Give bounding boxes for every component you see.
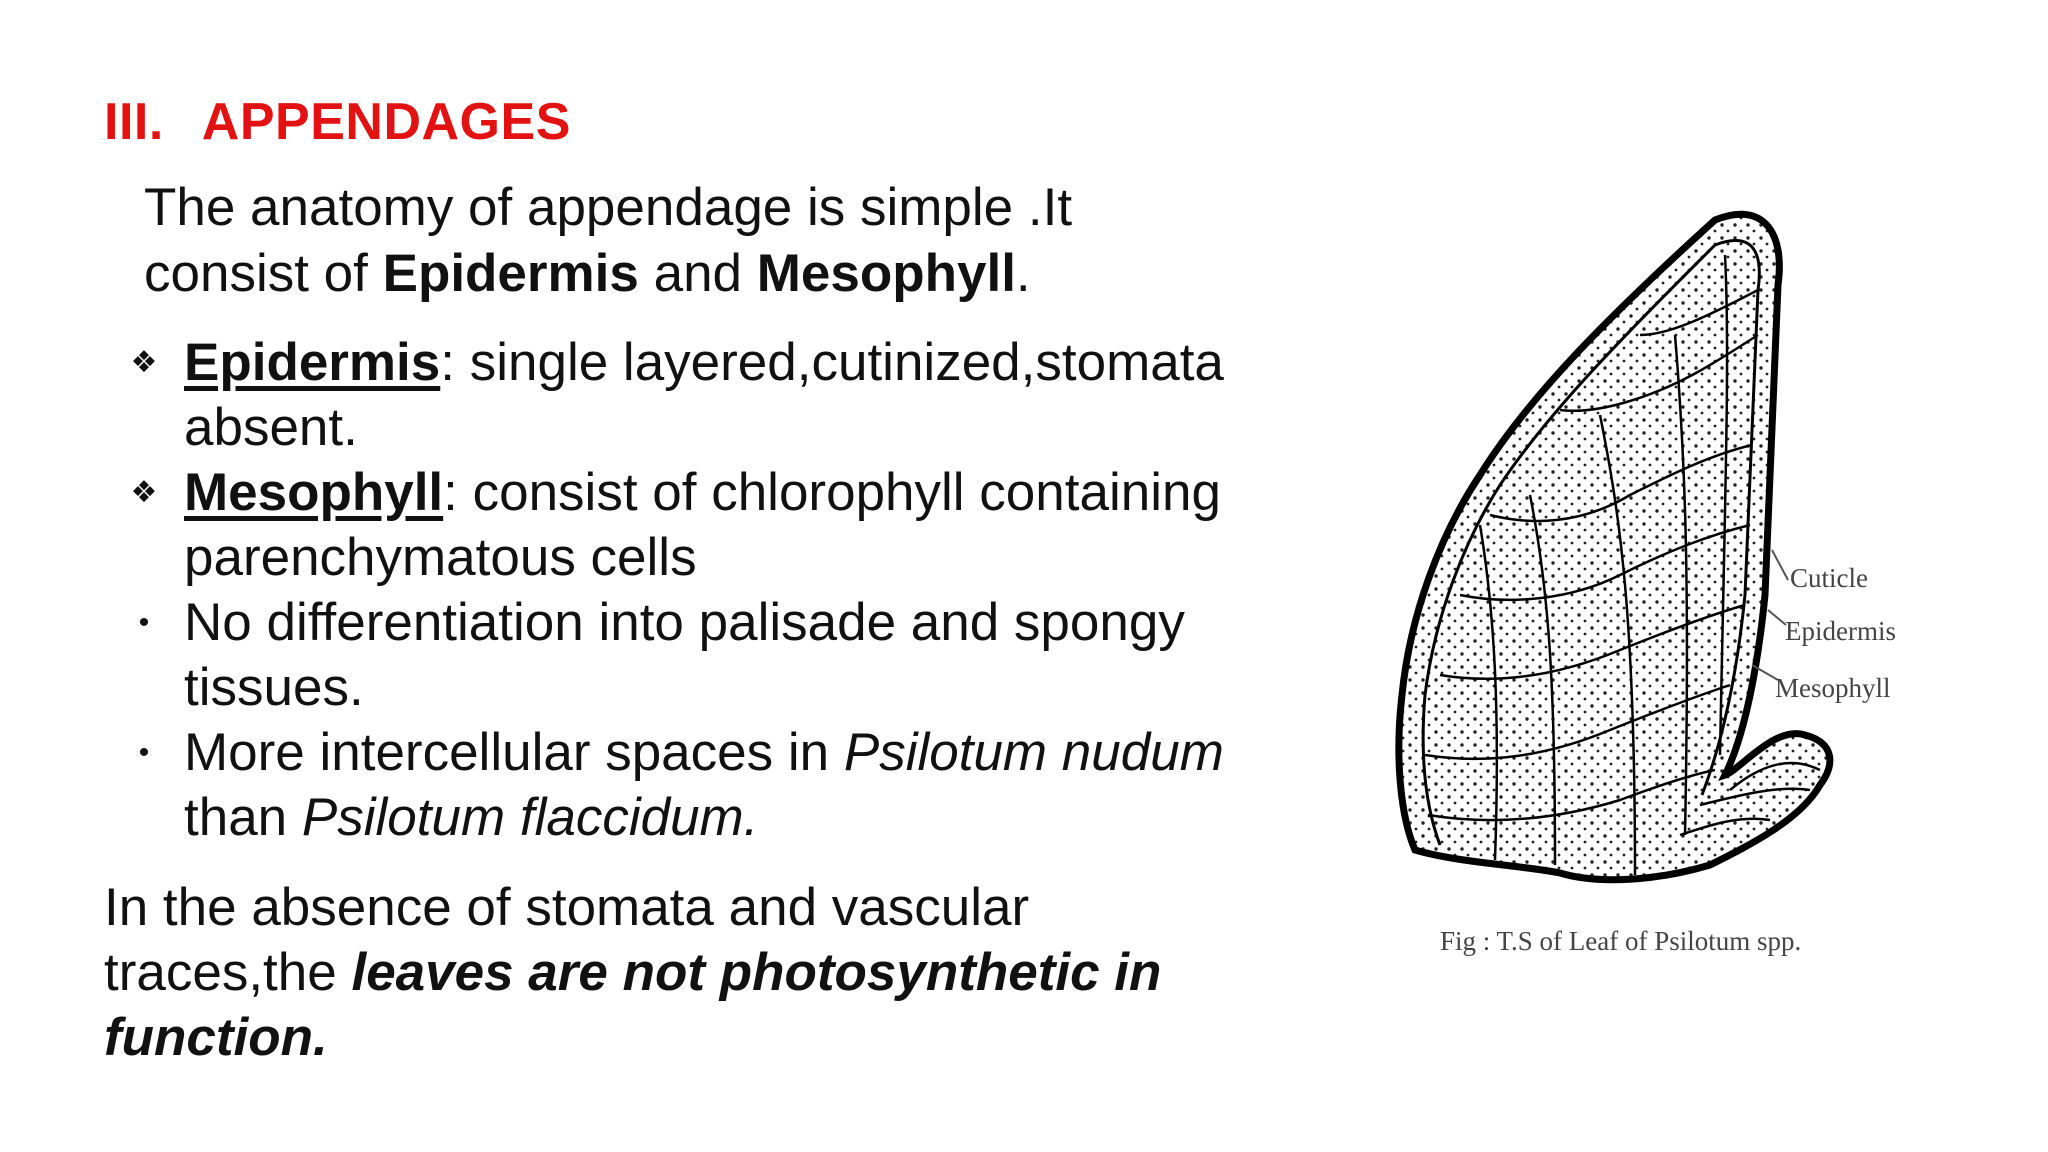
species-name: Psilotum nudum bbox=[843, 723, 1224, 782]
dot-bullet-icon: • bbox=[138, 736, 150, 769]
label-mesophyll: Mesophyll bbox=[1775, 673, 1891, 703]
leaf-section-diagram bbox=[1380, 195, 1940, 965]
diamond-bullet-icon: ❖ bbox=[130, 476, 158, 509]
bullet-item-intercellular bbox=[104, 720, 1304, 850]
bullet-term: Epidermis bbox=[184, 333, 441, 392]
figure-caption: Fig : T.S of Leaf of Psilotum spp. bbox=[1440, 926, 1802, 956]
intro-paragraph bbox=[144, 175, 1234, 307]
bullet-text: : single layered,cutinized,stomata absent. bbox=[184, 333, 1224, 457]
bullet-item-epidermis bbox=[104, 330, 1304, 460]
conclusion-text: In the absence of stomata and vascular traces,the bbox=[104, 878, 1030, 1002]
section-heading bbox=[104, 92, 571, 152]
section-number: III. bbox=[104, 93, 164, 151]
intro-term-mesophyll: Mesophyll bbox=[756, 244, 1016, 303]
label-epidermis: Epidermis bbox=[1785, 616, 1896, 646]
conclusion-emphasis: leaves are not photosynthetic in function. bbox=[104, 943, 1162, 1067]
label-cuticle: Cuticle bbox=[1790, 563, 1868, 593]
bullet-list bbox=[104, 330, 1304, 850]
bullet-text: than bbox=[184, 788, 302, 847]
bullet-text: More intercellular spaces in bbox=[184, 723, 844, 782]
bullet-item-mesophyll bbox=[104, 460, 1304, 590]
species-name: Psilotum flaccidum. bbox=[301, 788, 759, 847]
dot-bullet-icon: • bbox=[138, 606, 150, 639]
bullet-item-differentiation bbox=[104, 590, 1304, 720]
bullet-term: Mesophyll bbox=[184, 463, 444, 522]
intro-text: The anatomy of appendage is simple .It consist of bbox=[144, 178, 1073, 303]
intro-term-epidermis: Epidermis bbox=[382, 244, 639, 303]
bullet-text: No differentiation into palisade and spongy tissues. bbox=[184, 593, 1185, 717]
conclusion-paragraph bbox=[104, 875, 1264, 1070]
section-title: APPENDAGES bbox=[201, 93, 571, 151]
leaf-section-figure bbox=[1380, 195, 1940, 965]
diamond-bullet-icon: ❖ bbox=[130, 346, 158, 379]
bullet-text: : consist of chlorophyll containing parenchymatous cells bbox=[184, 463, 1221, 587]
leaf-outline bbox=[1399, 214, 1830, 879]
intro-text: . bbox=[1015, 244, 1031, 303]
intro-text: and bbox=[638, 244, 757, 303]
